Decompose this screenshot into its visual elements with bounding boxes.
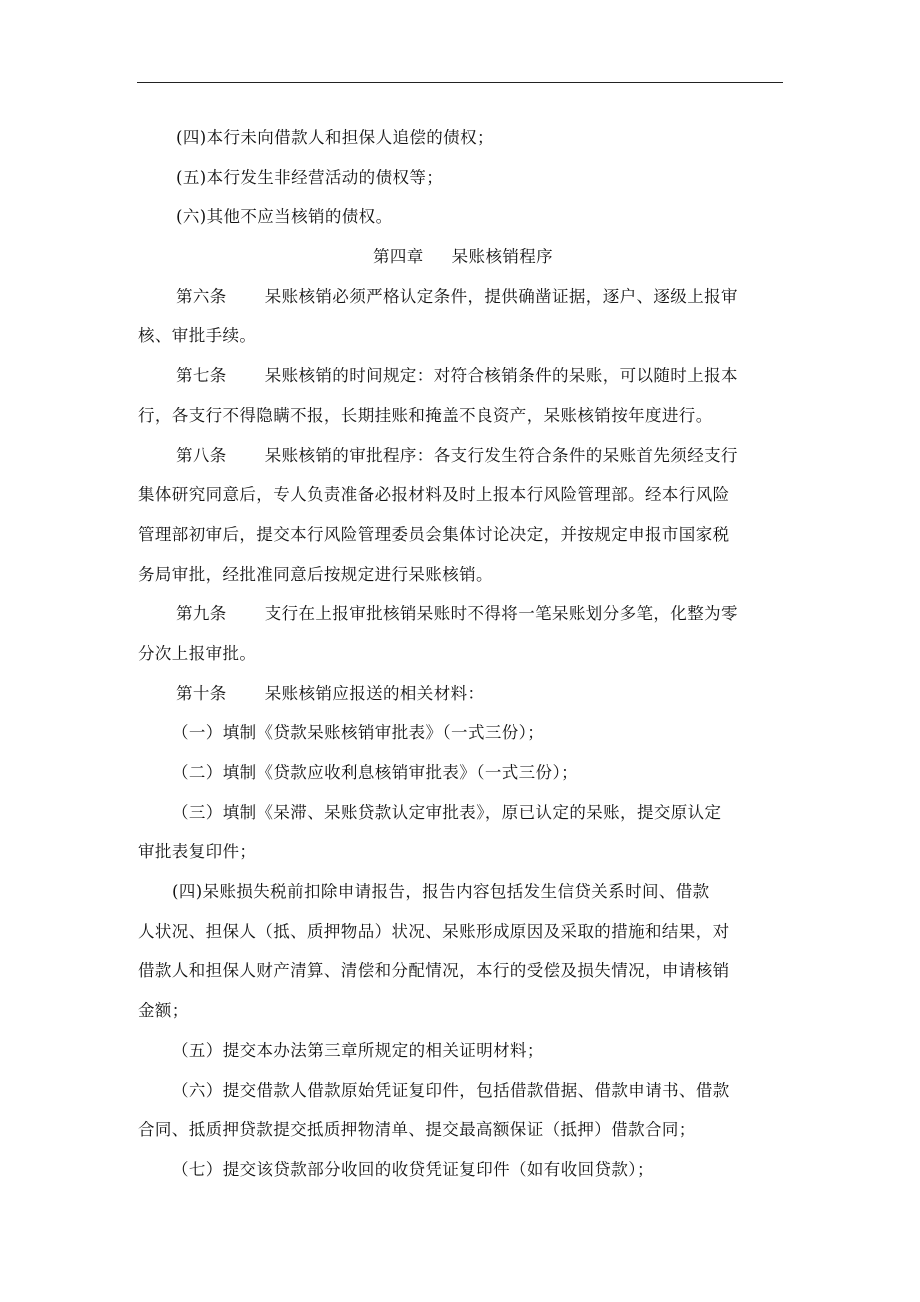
- document-body: [138, 118, 788, 1190]
- paragraph-line: 集体研究同意后，专人负责准备必报材料及时上报本行风险管理部。经本行风险: [138, 485, 730, 505]
- paragraph-line: 金额；: [138, 1001, 189, 1021]
- chapter-heading: [138, 237, 788, 277]
- article-label: 第七条: [176, 366, 227, 386]
- list-item: （七）提交该贷款部分收回的收贷凭证复印件（如有收回贷款）；: [172, 1159, 654, 1179]
- paragraph-line: 审批表复印件；: [138, 842, 257, 862]
- paragraph-line: (四)本行未向借款人和担保人追偿的债权；: [176, 128, 494, 147]
- article-line: [138, 674, 788, 714]
- paragraph-line: (六)其他不应当核销的债权。: [176, 207, 393, 227]
- article-line: [138, 436, 788, 476]
- chapter-title: 呆账核销程序: [451, 247, 554, 267]
- chapter-number: 第四章: [372, 247, 424, 267]
- list-item: （三）填制《呆滞、呆账贷款认定审批表》，原已认定的呆账，提交原认定: [172, 802, 722, 822]
- list-item: （一）填制《贷款呆账核销审批表》（一式三份）；: [172, 723, 545, 743]
- article-text: 呆账核销应报送的相关材料：: [264, 683, 485, 703]
- paragraph-line: 借款人和担保人财产清算、清偿和分配情况，本行的受偿及损失情况，申请核销: [138, 961, 730, 981]
- paragraph-line: (五)本行发生非经营活动的债权等；: [176, 167, 444, 187]
- paragraph-line: 核、审批手续。: [138, 326, 257, 346]
- list-item: （六）提交借款人借款原始凭证复印件，包括借款借据、借款申请书、借款: [172, 1080, 730, 1100]
- article-label: 第六条: [176, 286, 227, 306]
- article-line: [138, 594, 788, 634]
- article-text: 呆账核销的审批程序：各支行发生符合条件的呆账首先须经支行: [264, 445, 738, 465]
- header-rule: [137, 82, 783, 83]
- paragraph-line: 务局审批，经批准同意后按规定进行呆账核销。: [138, 564, 493, 584]
- list-item: （五）提交本办法第三章所规定的相关证明材料；: [172, 1040, 544, 1060]
- paragraph-line: 行，各支行不得隐瞒不报，长期挂账和掩盖不良资产，呆账核销按年度进行。: [138, 405, 713, 425]
- paragraph-line: 人状况、担保人（抵、质押物品）状况、呆账形成原因及采取的措施和结果，对: [138, 921, 730, 941]
- article-label: 第八条: [176, 445, 227, 465]
- list-item: （二）填制《贷款应收利息核销审批表》（一式三份）；: [172, 763, 578, 782]
- article-label: 第九条: [176, 604, 227, 624]
- paragraph-line: 合同、抵质押贷款提交抵质押物清单、提交最高额保证（抵押）借款合同；: [138, 1120, 696, 1140]
- article-text: 呆账核销必须严格认定条件，提供确凿证据，逐户、逐级上报审: [264, 286, 738, 306]
- article-label: 第十条: [176, 683, 227, 703]
- article-line: [138, 356, 788, 396]
- article-text: 支行在上报审批核销呆账时不得将一笔呆账划分多笔，化整为零: [264, 604, 738, 624]
- article-line: [138, 277, 788, 317]
- list-item: (四)呆账损失税前扣除申请报告，报告内容包括发生信贷关系时间、借款: [172, 882, 710, 902]
- paragraph-line: 管理部初审后，提交本行风险管理委员会集体讨论决定，并按规定申报市国家税: [138, 524, 730, 544]
- paragraph-line: 分次上报审批。: [138, 643, 257, 663]
- article-text: 呆账核销的时间规定：对符合核销条件的呆账，可以随时上报本: [264, 366, 738, 386]
